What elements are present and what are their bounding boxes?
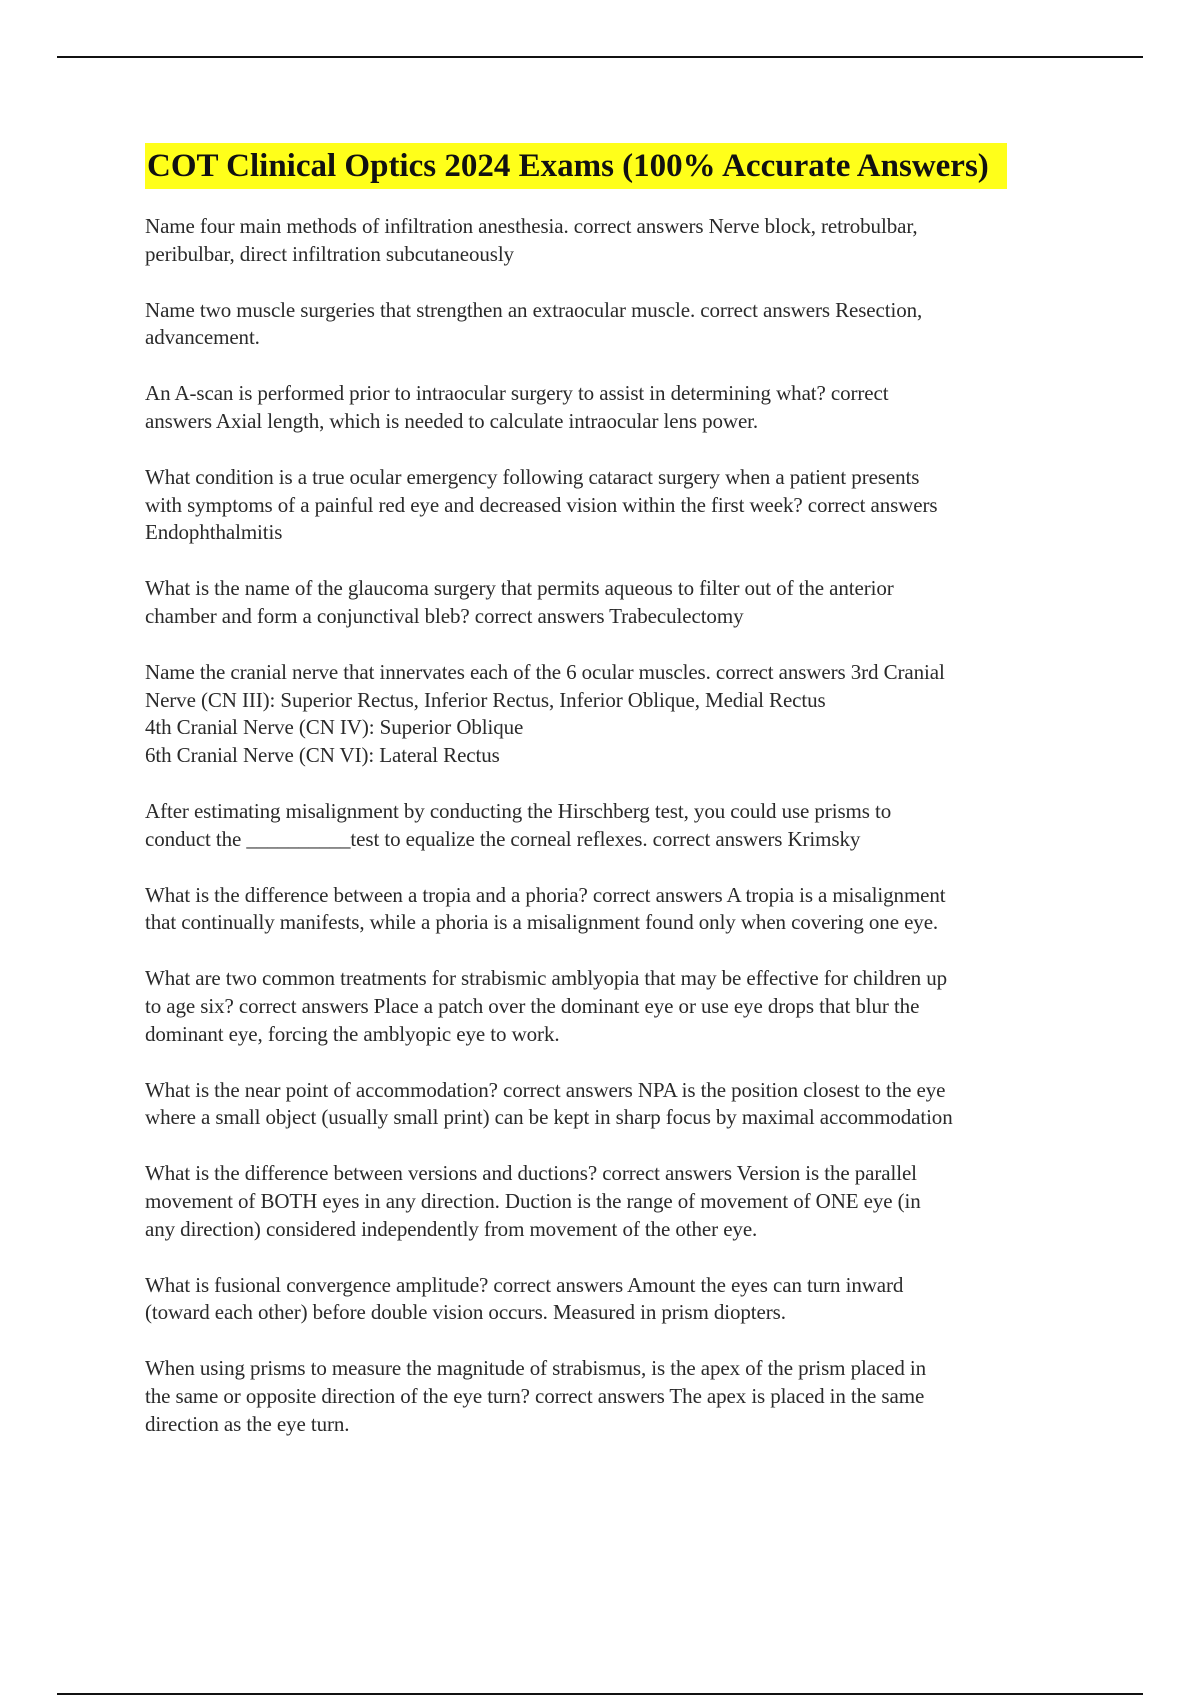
qa-item-11: What is the difference between versions and ductions? correct answers Version is the parallel movement of BOTH eyes in any direction. Duction is the range of movement of ONE eye (in any direction) considered independently from movement of the other eye. — [145, 1161, 921, 1241]
document-title: COT Clinical Optics 2024 Exams (100% Accurate Answers) — [145, 143, 1007, 189]
header-rule — [57, 56, 1143, 58]
qa-item-2: Name two muscle surgeries that strengthen an extraocular muscle. correct answers Resection, advancement. — [145, 297, 923, 350]
qa-item-4: What condition is a true ocular emergency following cataract surgery when a patient presents with symptoms of a painful red eye and decreased vision within the first week? correct answers Endophthalmitis — [145, 464, 938, 545]
title-container — [145, 143, 1090, 189]
qa-item-9: What are two common treatments for strabismic amblyopia that may be effective for children up to age six? correct answers Place a patch over the dominant eye or use eye drops that blur the dominant eye, forcing the amblyopic eye to work. — [145, 966, 948, 1046]
qa-item-12: What is fusional convergence amplitude? correct answers Amount the eyes can turn inward (toward each other) before double vision occurs. Measured in prism diopters. — [145, 1272, 904, 1325]
qa-item-5: What is the name of the glaucoma surgery that permits aqueous to filter out of the anterior chamber and form a conjunctival bleb? correct answers Trabeculectomy — [145, 576, 894, 628]
qa-item-13: When using prisms to measure the magnitude of strabismus, is the apex of the prism placed in the same or opposite direction of the eye turn? correct answers The apex is placed in the same direction as the eye turn. — [145, 1356, 927, 1436]
qa-item-8: What is the difference between a tropia and a phoria? correct answers A tropia is a misalignment that continually manifests, while a phoria is a misalignment found only when covering one eye. — [145, 882, 946, 935]
qa-item-3: An A-scan is performed prior to intraocular surgery to assist in determining what? correct answers Axial length, which is needed to calculate intraocular lens power. — [145, 381, 889, 433]
qa-item-7: After estimating misalignment by conducting the Hirschberg test, you could use prisms to conduct the __________test to equalize the corneal reflexes. correct answers Krimsky — [145, 798, 892, 851]
qa-item-10: What is the near point of accommodation? correct answers NPA is the position closest to the eye where a small object (usually small print) can be kept in sharp focus by maximal accommodation — [145, 1077, 953, 1130]
qa-item-1: Name four main methods of infiltration anesthesia. correct answers Nerve block, retrobulbar, peribulbar, direct infiltration subcutaneously — [145, 214, 918, 266]
footer-rule — [57, 1693, 1143, 1695]
document-body — [145, 143, 1090, 1467]
qa-item-6: Name the cranial nerve that innervates each of the 6 ocular muscles. correct answers 3rd Cranial Nerve (CN III): Superior Rectus, Inferior Rectus, Inferior Oblique, Medial Rectus 4th Cranial Nerve (CN IV): Superior Oblique 6th Cranial Nerve (CN VI): Lateral Rectus — [145, 659, 945, 768]
